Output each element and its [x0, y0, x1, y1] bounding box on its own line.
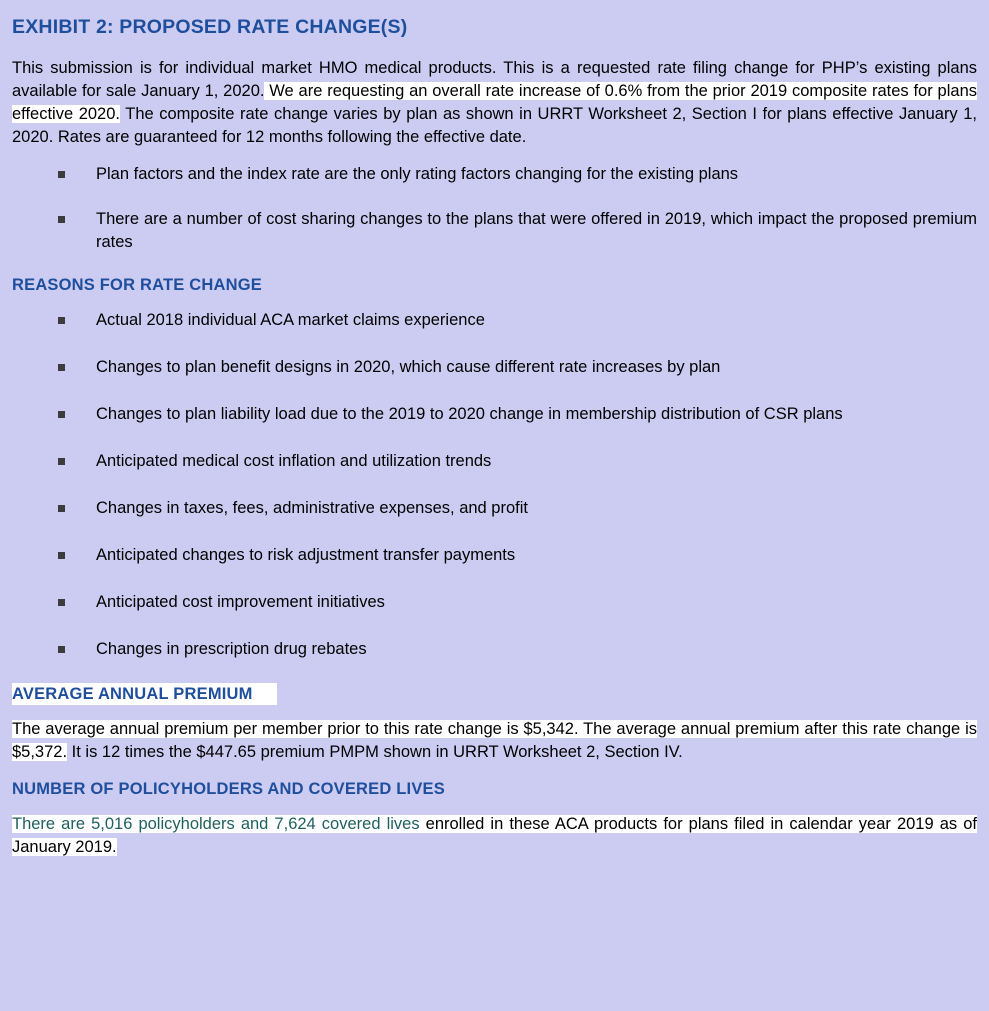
list-item	[12, 497, 977, 520]
list-item-label: Anticipated medical cost inflation and utilization trends	[96, 452, 492, 470]
bullet-square-icon	[58, 552, 65, 559]
reasons-bullet-list	[12, 309, 977, 661]
policyholders-segment-2-highlighted: enrolled in these ACA products for plans filed in calendar year 2019 as of January 2019.	[12, 815, 977, 856]
list-item	[12, 544, 977, 567]
list-item-label: Actual 2018 individual ACA market claims experience	[96, 311, 485, 329]
list-item-label: Changes to plan liability load due to the 2019 to 2020 change in membership distribution of CSR plans	[96, 405, 843, 423]
section-heading-reasons: REASONS FOR RATE CHANGE	[12, 276, 262, 294]
intro-bullet-list	[12, 163, 977, 254]
list-item	[12, 591, 977, 614]
bullet-square-icon	[58, 411, 65, 418]
bullet-square-icon	[58, 505, 65, 512]
list-item-label: Anticipated changes to risk adjustment transfer payments	[96, 546, 516, 564]
bullet-square-icon	[58, 216, 65, 223]
list-item-label: Changes in prescription drug rebates	[96, 640, 367, 658]
average-premium-segment-1-highlighted: The average annual premium per member prior to this rate change is $5,342. The average annual premium after this rate change is $5,372.	[12, 720, 977, 761]
section-heading-average-premium-label: AVERAGE ANNUAL PREMIUM	[12, 685, 253, 703]
list-item-label: Changes in taxes, fees, administrative expenses, and profit	[96, 499, 528, 517]
bullet-square-icon	[58, 458, 65, 465]
bullet-square-icon	[58, 599, 65, 606]
list-item-label: Changes to plan benefit designs in 2020, which cause different rate increases by plan	[96, 358, 721, 376]
intro-segment-1: This submission is for individual market HMO medical products. This is a requested rate filing change for PHP’s existing plans available for sale January 1, 2020.	[12, 59, 977, 100]
intro-segment-3: The composite rate change varies by plan as shown in URRT Worksheet 2, Section I for plans effective January 1, 2020. Rates are guaranteed for 12 months following the effective date.	[12, 105, 977, 146]
list-item	[12, 450, 977, 473]
bullet-square-icon	[58, 317, 65, 324]
page-title: EXHIBIT 2: PROPOSED RATE CHANGE(S)	[12, 16, 408, 38]
average-premium-paragraph	[12, 718, 977, 764]
list-item	[12, 356, 977, 379]
bullet-square-icon	[58, 171, 65, 178]
list-item	[12, 638, 977, 661]
intro-segment-2-highlighted: We are requesting an overall rate increase of 0.6% from the prior 2019 composite rates for plans effective 2020.	[12, 82, 977, 123]
list-item-label: Anticipated cost improvement initiatives	[96, 593, 385, 611]
policyholders-paragraph	[12, 813, 977, 859]
intro-paragraph	[12, 57, 977, 149]
list-item	[12, 403, 977, 426]
heading-highlight-tail	[253, 683, 277, 705]
list-item	[12, 309, 977, 332]
list-item	[12, 208, 977, 254]
bullet-square-icon	[58, 646, 65, 653]
section-heading-policyholders: NUMBER OF POLICYHOLDERS AND COVERED LIVES	[12, 780, 445, 798]
average-premium-segment-2: It is 12 times the $447.65 premium PMPM shown in URRT Worksheet 2, Section IV.	[67, 743, 683, 761]
list-item-label: There are a number of cost sharing changes to the plans that were offered in 2019, which impact the proposed premium rates	[96, 210, 977, 251]
list-item-label: Plan factors and the index rate are the only rating factors changing for the existing plans	[96, 165, 739, 183]
bullet-square-icon	[58, 364, 65, 371]
list-item	[12, 163, 977, 186]
policyholders-segment-1-highlighted: There are 5,016 policyholders and 7,624 covered lives	[12, 815, 420, 833]
section-heading-average-premium	[12, 685, 977, 704]
